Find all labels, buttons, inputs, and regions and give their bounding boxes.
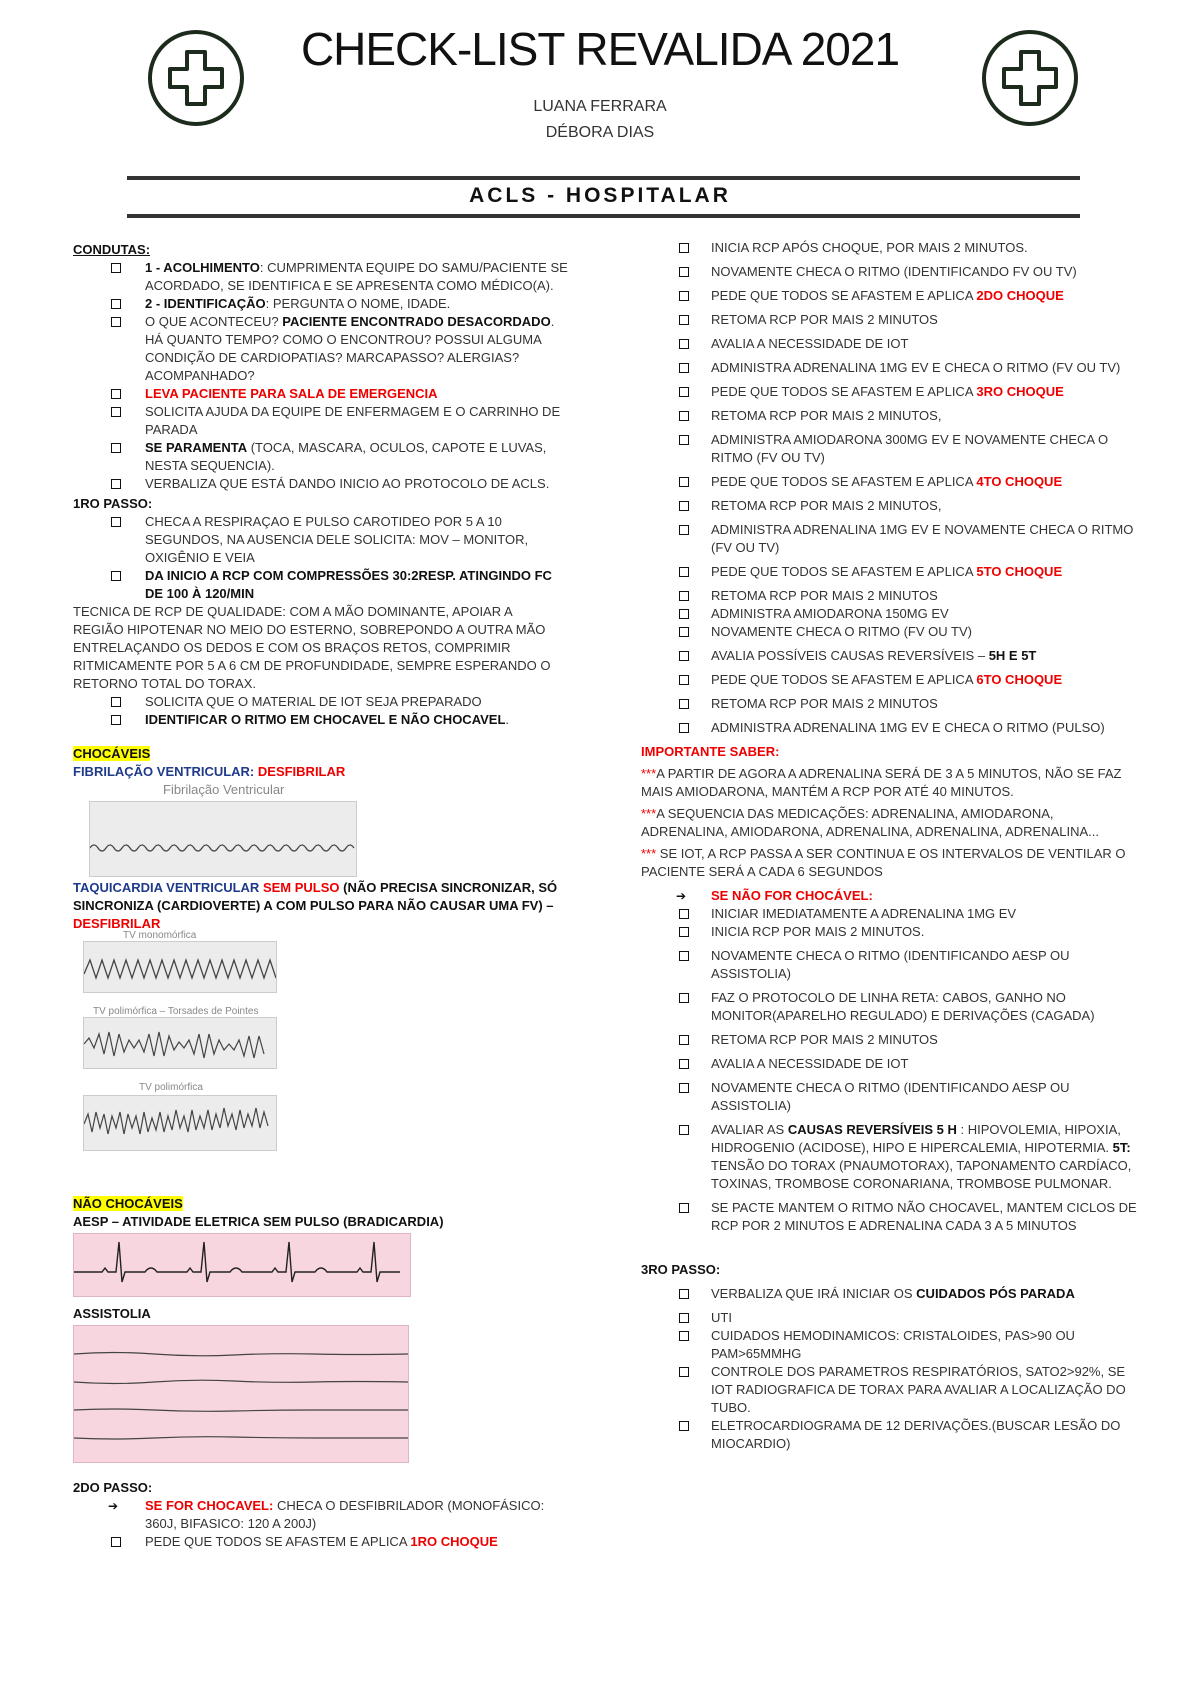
list-item: RETOMA RCP POR MAIS 2 MINUTOS [641, 311, 1141, 329]
importante-note: *** SE IOT, A RCP PASSA A SER CONTINUA E OS INTERVALOS DE VENTILAR O PACIENTE SERÁ A CADA 6 SEGUNDOS [641, 846, 1126, 879]
list-item: ➔ SE FOR CHOCAVEL: CHECA O DESFIBRILADOR (MONOFÁSICO: 360J, BIFASICO: 120 A 200J) [73, 1497, 573, 1533]
left-column [73, 241, 573, 1551]
fv-ecg-image [89, 801, 357, 877]
divider [127, 214, 1080, 218]
list-item: ELETROCARDIOGRAMA DE 12 DERIVAÇÕES.(BUSCAR LESÃO DO MIOCARDIO) [641, 1417, 1141, 1453]
list-item: SE PARAMENTA (TOCA, MASCARA, OCULOS, CAPOTE E LUVAS, NESTA SEQUENCIA). [73, 439, 573, 475]
aesp-ecg-image [73, 1233, 411, 1297]
ecg-trace [84, 1018, 276, 1068]
document-title: CHECK-LIST REVALIDA 2021 [300, 23, 900, 75]
ecg-trace [84, 942, 276, 992]
tv-caption: TV monomórfica [123, 930, 197, 941]
list-item: ADMINISTRA ADRENALINA 1MG EV E NOVAMENTE CHECA O RITMO (FV OU TV) [641, 521, 1141, 557]
tv-paragraph: TAQUICARDIA VENTRICULAR SEM PULSO (NÃO PRECISA SINCRONIZAR, SÓ SINCRONIZA (CARDIOVERTE) A COM PULSO PARA NÃO CAUSAR UMA FV) – DESFIBRILAR [73, 880, 558, 931]
list-item: AVALIAR AS CAUSAS REVERSÍVEIS 5 H : HIPOVOLEMIA, HIPOXIA, HIDROGENIO (ACIDOSE), HIPO E HIPERCALEMIA, HIPOTERMIA. 5T: TENSÃO DO TORAX (PNAUMOTORAX), TAPONAMENTO CARDÍACO, TOXINAS, TROMBOSE CORONARIANA, TROMBOSE PULMONAR. [641, 1121, 1141, 1193]
list-item: PEDE QUE TODOS SE AFASTEM E APLICA 3RO CHOQUE [641, 383, 1141, 401]
tv-torsades-ecg [83, 1017, 277, 1069]
list-item: PEDE QUE TODOS SE AFASTEM E APLICA 6TO CHOQUE [641, 671, 1141, 689]
tv-caption: TV polimórfica – Torsades de Pointes [93, 1006, 259, 1017]
tv-mono-ecg [83, 941, 277, 993]
list-item: RETOMA RCP POR MAIS 2 MINUTOS, [641, 497, 1141, 515]
ecg-trace [74, 1234, 410, 1296]
list-item: CHECA A RESPIRAÇAO E PULSO CAROTIDEO POR 5 A 10 SEGUNDOS, NA AUSENCIA DELE SOLICITA: MOV – MONITOR, OXIGÊNIO E VEIA [73, 513, 573, 567]
importante-note: ***A SEQUENCIA DAS MEDICAÇÕES: ADRENALINA, AMIODARONA, ADRENALINA, AMIODARONA, ADRENALINA, ADRENALINA, ADRENALINA... [641, 806, 1100, 839]
list-item: VERBALIZA QUE ESTÁ DANDO INICIO AO PROTOCOLO DE ACLS. [73, 475, 573, 493]
list-item: CUIDADOS HEMODINAMICOS: CRISTALOIDES, PAS>90 OU PAM>65MMHG [641, 1327, 1141, 1363]
list-item: NOVAMENTE CHECA O RITMO (FV OU TV) [641, 623, 1141, 641]
fv-caption: Fibrilação Ventricular [163, 782, 285, 797]
list-item: PEDE QUE TODOS SE AFASTEM E APLICA 4TO CHOQUE [641, 473, 1141, 491]
list-item: RETOMA RCP POR MAIS 2 MINUTOS [641, 587, 1141, 605]
passo1-heading: 1RO PASSO: [73, 496, 153, 511]
list-item: DA INICIO A RCP COM COMPRESSÕES 30:2RESP. ATINGINDO FC DE 100 À 120/MIN [73, 567, 573, 603]
list-item: O QUE ACONTECEU? PACIENTE ENCONTRADO DESACORDADO. HÁ QUANTO TEMPO? COMO O ENCONTROU? POSSUI ALGUMA CONDIÇÃO DE CARDIOPATIAS? MARCAPASSO? ALERGIAS? ACOMPANHADO? [73, 313, 573, 385]
rcp-technique-text: TECNICA DE RCP DE QUALIDADE: COM A MÃO DOMINANTE, APOIAR A REGIÃO HIPOTENAR NO MEIO DO ESTERNO, SOBREPONDO A OUTRA MÃO ENTRELAÇANDO OS DEDOS E COM OS BRAÇOS RETOS, COMPRIMIR RITMICAMENTE POR 5 A 6 CM DE PROFUNDIDADE, SEMPRE ESPERANDO O RETORNO TOTAL DO TORAX. [73, 604, 551, 691]
condutas-heading: CONDUTAS: [73, 242, 151, 257]
assistolia-ecg-image [73, 1325, 409, 1463]
passo2-heading: 2DO PASSO: [73, 1480, 153, 1495]
list-item: SE PACTE MANTEM O RITMO NÃO CHOCAVEL, MANTEM CICLOS DE RCP POR 2 MINUTOS E ADRENALINA CADA 3 A 5 MINUTOS [641, 1199, 1141, 1235]
list-item: SOLICITA AJUDA DA EQUIPE DE ENFERMAGEM E O CARRINHO DE PARADA [73, 403, 573, 439]
tv-caption: TV polimórfica [139, 1082, 203, 1093]
list-item: ➔ SE NÃO FOR CHOCÁVEL: [641, 887, 1141, 905]
list-item: RETOMA RCP POR MAIS 2 MINUTOS, [641, 407, 1141, 425]
list-item: ADMINISTRA ADRENALINA 1MG EV E CHECA O RITMO (PULSO) [641, 719, 1141, 737]
list-item: 1 - ACOLHIMENTO: CUMPRIMENTA EQUIPE DO SAMU/PACIENTE SE ACORDADO, SE IDENTIFICA E SE APRESENTA COMO MÉDICO(A). [73, 259, 573, 295]
list-item: LEVA PACIENTE PARA SALA DE EMERGENCIA [73, 385, 573, 403]
list-item: FAZ O PROTOCOLO DE LINHA RETA: CABOS, GANHO NO MONITOR(APARELHO REGULADO) E DERIVAÇÕES (CAGADA) [641, 989, 1141, 1025]
divider [127, 176, 1080, 180]
list-item: ADMINISTRA ADRENALINA 1MG EV E CHECA O RITMO (FV OU TV) [641, 359, 1141, 377]
list-item: UTI [641, 1309, 1141, 1327]
list-item: SOLICITA QUE O MATERIAL DE IOT SEJA PREPARADO [73, 693, 573, 711]
list-item: PEDE QUE TODOS SE AFASTEM E APLICA 2DO CHOQUE [641, 287, 1141, 305]
list-item: PEDE QUE TODOS SE AFASTEM E APLICA 5TO CHOQUE [641, 563, 1141, 581]
list-item: AVALIA A NECESSIDADE DE IOT [641, 335, 1141, 353]
list-item: AVALIA POSSÍVEIS CAUSAS REVERSÍVEIS – 5H E 5T [641, 647, 1141, 665]
ecg-trace [84, 1096, 276, 1150]
chocaveis-heading: CHOCÁVEIS [73, 746, 151, 761]
importante-heading: IMPORTANTE SABER: [641, 744, 780, 759]
list-item: VERBALIZA QUE IRÁ INICIAR OS CUIDADOS PÓS PARADA [641, 1285, 1141, 1303]
fv-line: FIBRILAÇÃO VENTRICULAR: DESFIBRILAR [73, 764, 346, 779]
list-item: NOVAMENTE CHECA O RITMO (IDENTIFICANDO AESP OU ASSISTOLIA) [641, 1079, 1141, 1115]
list-item: 2 - IDENTIFICAÇÃO: PERGUNTA O NOME, IDADE. [73, 295, 573, 313]
list-item: NOVAMENTE CHECA O RITMO (IDENTIFICANDO AESP OU ASSISTOLIA) [641, 947, 1141, 983]
nao-chocaveis-heading: NÃO CHOCÁVEIS [73, 1196, 183, 1211]
passo3-heading: 3RO PASSO: [641, 1262, 721, 1277]
list-item: ADMINISTRA AMIODARONA 150MG EV [641, 605, 1141, 623]
list-item: NOVAMENTE CHECA O RITMO (IDENTIFICANDO FV OU TV) [641, 263, 1141, 281]
list-item: AVALIA A NECESSIDADE DE IOT [641, 1055, 1141, 1073]
right-column [641, 239, 1141, 1453]
tv-ecg-images [83, 930, 283, 1171]
list-item: INICIAR IMEDIATAMENTE A ADRENALINA 1MG EV [641, 905, 1141, 923]
list-item: RETOMA RCP POR MAIS 2 MINUTOS [641, 695, 1141, 713]
importante-note: ***A PARTIR DE AGORA A ADRENALINA SERÁ DE 3 A 5 MINUTOS, NÃO SE FAZ MAIS AMIODARONA, MANTÉM A RCP POR ATÉ 40 MINUTOS. [641, 766, 1122, 799]
list-item: ADMINISTRA AMIODARONA 300MG EV E NOVAMENTE CHECA O RITMO (FV OU TV) [641, 431, 1141, 467]
list-item: INICIA RCP POR MAIS 2 MINUTOS. [641, 923, 1141, 941]
section-title: ACLS - HOSPITALAR [469, 184, 731, 207]
list-item: INICIA RCP APÓS CHOQUE, POR MAIS 2 MINUTOS. [641, 239, 1141, 257]
tv-poly-ecg [83, 1095, 277, 1151]
author-name: LUANA FERRARA [533, 98, 667, 115]
list-item: PEDE QUE TODOS SE AFASTEM E APLICA 1RO CHOQUE [73, 1533, 573, 1551]
assistolia-label: ASSISTOLIA [73, 1306, 151, 1321]
list-item: RETOMA RCP POR MAIS 2 MINUTOS [641, 1031, 1141, 1049]
list-item: CONTROLE DOS PARAMETROS RESPIRATÓRIOS, SATO2>92%, SE IOT RADIOGRAFICA DE TORAX PARA AVALIAR A LOCALIZAÇÃO DO TUBO. [641, 1363, 1141, 1417]
aesp-label: AESP – ATIVIDADE ELETRICA SEM PULSO (BRADICARDIA) [73, 1214, 444, 1229]
author-name: DÉBORA DIAS [545, 124, 655, 141]
ecg-trace [90, 802, 356, 876]
ecg-trace [74, 1326, 408, 1462]
list-item: IDENTIFICAR O RITMO EM CHOCAVEL E NÃO CHOCAVEL. [73, 711, 573, 729]
